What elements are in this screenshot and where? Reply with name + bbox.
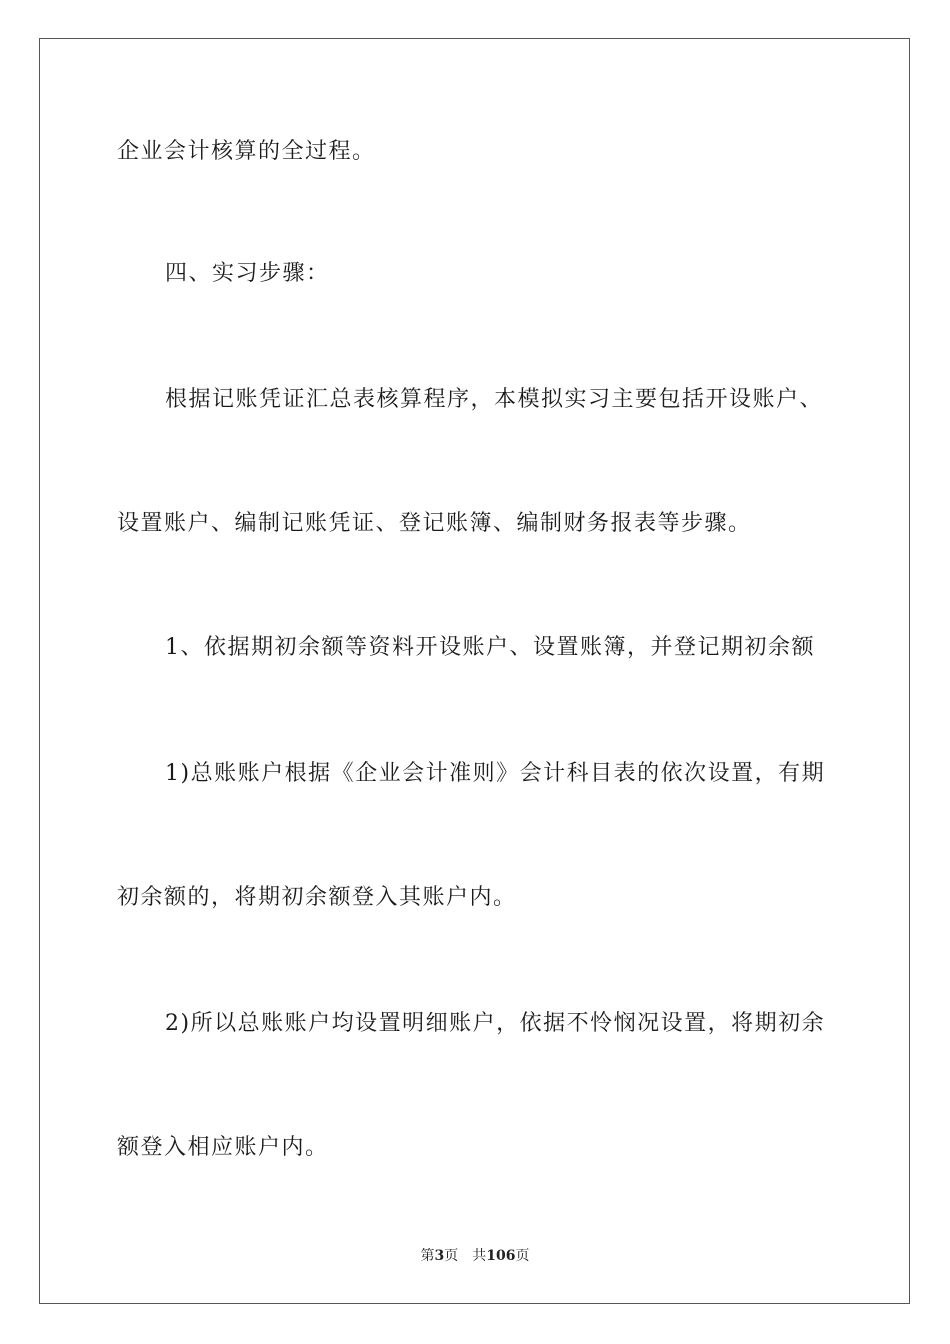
text-line-1: 企业会计核算的全过程。	[117, 139, 376, 164]
total-pages: 106	[486, 1248, 516, 1264]
page-prefix: 第	[420, 1248, 435, 1264]
text-line-3: 根据记账凭证汇总表核算程序，本模拟实习主要包括开设账户、	[165, 387, 824, 412]
page-border	[39, 38, 910, 1304]
total-prefix: 共	[472, 1248, 487, 1264]
text-line-4: 设置账户、编制记账凭证、登记账簿、编制财务报表等步骤。	[117, 511, 752, 536]
total-suffix: 页	[515, 1248, 530, 1264]
page-footer	[0, 1246, 950, 1266]
section-heading: 四、实习步骤：	[165, 261, 330, 286]
text-line-6: 1)总账账户根据《企业会计准则》会计科目表的依次设置，有期	[165, 761, 826, 786]
page-suffix: 页	[444, 1248, 459, 1264]
page-number: 3	[434, 1248, 445, 1264]
text-line-8: 2)所以总账账户均设置明细账户，依据不怜悯况设置，将期初余	[165, 1011, 826, 1036]
text-line-7: 初余额的，将期初余额登入其账户内。	[117, 885, 517, 910]
text-line-5: 1、依据期初余额等资料开设账户、设置账簿，并登记期初余额	[165, 635, 815, 660]
text-line-9: 额登入相应账户内。	[117, 1135, 329, 1160]
